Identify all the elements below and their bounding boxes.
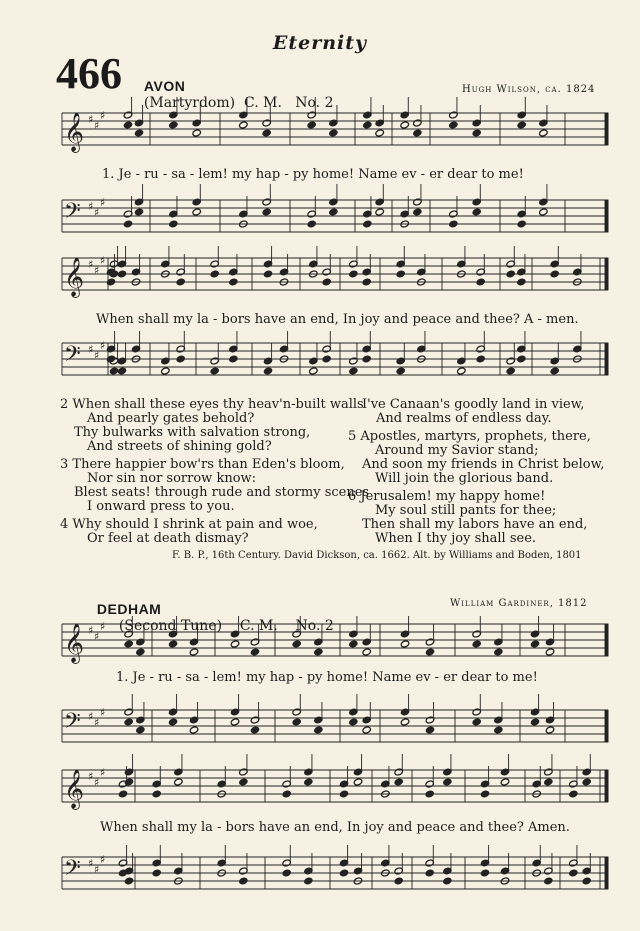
note-head (472, 129, 481, 137)
note-head (449, 121, 458, 129)
bass-clef-icon: 𝄢 (64, 709, 81, 739)
sharp-icon: ♯ (100, 706, 106, 719)
meter-info: (Second Tune) C. M. No. 2 (118, 618, 334, 634)
bass-clef-icon: 𝄢 (64, 199, 81, 229)
note-head (517, 121, 526, 129)
lyrics-line: 1. Je - ru - sa - lem! my hap - py home! Name ev - er dear to me! (102, 167, 524, 182)
section-title: Eternity (272, 32, 368, 54)
note-head (517, 278, 526, 286)
final-bar (605, 113, 608, 145)
note-head (189, 726, 198, 734)
final-bar (605, 624, 608, 656)
note-head (118, 790, 127, 798)
note-head (550, 270, 559, 278)
note-head (161, 367, 170, 375)
note-head (168, 718, 177, 726)
verse-line: And pearly gates behold? (87, 411, 255, 426)
meter-info: (Martyrdom) C. M. No. 2 (143, 95, 334, 111)
sharp-icon: ♯ (94, 630, 100, 643)
note-head (109, 367, 118, 375)
verse-5 (348, 430, 604, 486)
note-head (292, 640, 301, 648)
note-head (443, 778, 452, 786)
note-head (517, 220, 526, 228)
sharp-icon: ♯ (88, 710, 94, 723)
note-head (362, 648, 371, 656)
sharp-icon: ♯ (94, 119, 100, 132)
note-head (329, 129, 338, 137)
note-head (307, 121, 316, 129)
note-head (349, 640, 358, 648)
note-head (539, 129, 548, 137)
note-head (394, 877, 403, 885)
note-head (472, 718, 481, 726)
note-head (396, 270, 405, 278)
sharp-icon: ♯ (94, 206, 100, 219)
sharp-icon: ♯ (94, 776, 100, 789)
note-head (292, 718, 301, 726)
verse-line: When I thy joy shall see. (375, 531, 537, 546)
note-head (322, 355, 331, 363)
note-head (472, 640, 481, 648)
sharp-icon: ♯ (88, 200, 94, 213)
verse-line: And streets of shining gold? (87, 439, 272, 454)
note-head (413, 208, 422, 216)
sharp-icon: ♯ (88, 624, 94, 637)
sharp-icon: ♯ (88, 343, 94, 356)
sharp-icon: ♯ (100, 339, 106, 352)
sharp-icon: ♯ (94, 264, 100, 277)
note-head (123, 220, 132, 228)
verse-3 (60, 458, 369, 514)
final-bar (605, 857, 608, 889)
final-bar (605, 770, 608, 802)
note-head (396, 367, 405, 375)
verse-line: 2 When shall these eyes thy heav'n-built walls (60, 397, 364, 412)
note-head (229, 278, 238, 286)
verse-line: Then shall my labors have an end, (362, 517, 588, 532)
note-head (400, 640, 409, 648)
final-bar (605, 710, 608, 742)
tune-name: DEDHAM (96, 601, 162, 617)
note-head (124, 778, 133, 786)
sharp-icon: ♯ (88, 770, 94, 783)
note-head (353, 778, 362, 786)
note-head (582, 877, 591, 885)
note-head (506, 270, 515, 278)
note-head (117, 367, 126, 375)
note-head (569, 869, 578, 877)
note-head (517, 355, 526, 363)
note-head (176, 278, 185, 286)
note-head (425, 726, 434, 734)
note-head (500, 778, 509, 786)
verse-6 (348, 490, 587, 546)
note-head (152, 869, 161, 877)
verse-line: Will join the glorious band. (375, 471, 554, 486)
verse-line: 4 Why should I shrink at pain and woe, (60, 517, 318, 532)
sharp-icon: ♯ (100, 109, 106, 122)
note-head (425, 869, 434, 877)
verse-line: 5 Apostles, martyrs, prophets, there, (348, 429, 591, 444)
final-bar (605, 258, 608, 290)
note-head (309, 367, 318, 375)
sharp-icon: ♯ (100, 853, 106, 866)
composer: Hugh Wilson, ca. 1824 (462, 84, 596, 95)
note-head (304, 778, 313, 786)
treble-clef-icon: 𝄞 (64, 112, 85, 152)
note-head (363, 220, 372, 228)
note-head (168, 640, 177, 648)
note-head (530, 640, 539, 648)
note-head (449, 220, 458, 228)
note-head (545, 648, 554, 656)
note-head (472, 208, 481, 216)
tune-name: AVON (143, 78, 186, 94)
sharp-icon: ♯ (100, 196, 106, 209)
hymn-number: 466 (56, 49, 122, 98)
treble-clef-icon: 𝄞 (64, 257, 85, 297)
note-head (174, 778, 183, 786)
treble-clef-icon: 𝄞 (64, 769, 85, 809)
note-head (262, 208, 271, 216)
bass-clef-icon: 𝄢 (64, 856, 81, 886)
note-head (239, 121, 248, 129)
note-head (413, 129, 422, 137)
note-head (210, 270, 219, 278)
note-head (494, 648, 503, 656)
note-head (457, 367, 466, 375)
note-head (307, 220, 316, 228)
verse-line: I've Canaan's goodly land in view, (362, 397, 585, 412)
note-head (425, 648, 434, 656)
note-head (362, 726, 371, 734)
note-head (375, 208, 384, 216)
note-head (400, 121, 409, 129)
lyrics-line: 1. Je - ru - sa - lem! my hap - py home! Name ev - er dear to me! (116, 670, 538, 685)
bass-clef-icon: 𝄢 (64, 342, 81, 372)
note-head (375, 129, 384, 137)
note-head (176, 355, 185, 363)
final-bar (605, 200, 608, 232)
lyrics-line: When shall my la - bors have an end, In joy and peace and thee? Amen. (100, 820, 570, 835)
note-head (124, 640, 133, 648)
note-head (230, 718, 239, 726)
note-head (476, 355, 485, 363)
verse-line: Around my Savior stand; (375, 443, 539, 458)
note-head (400, 718, 409, 726)
sharp-icon: ♯ (88, 113, 94, 126)
note-head (349, 718, 358, 726)
sharp-icon: ♯ (100, 766, 106, 779)
note-head (169, 220, 178, 228)
note-head (262, 129, 271, 137)
note-head (349, 367, 358, 375)
note-head (530, 718, 539, 726)
verse-4 (60, 518, 318, 546)
note-head (550, 367, 559, 375)
note-head (136, 648, 145, 656)
note-head (229, 355, 238, 363)
note-head (250, 726, 259, 734)
note-head (339, 869, 348, 877)
note-head (230, 640, 239, 648)
note-head (304, 877, 313, 885)
note-head (494, 726, 503, 734)
note-head (152, 790, 161, 798)
verse-line: Nor sin nor sorrow know: (87, 471, 257, 486)
note-head (349, 270, 358, 278)
credits: F. B. P., 16th Century. David Dickson, ca. 1662. Alt. by Williams and Boden, 1801 (172, 550, 582, 561)
note-head (363, 121, 372, 129)
sharp-icon: ♯ (100, 620, 106, 633)
note-head (250, 648, 259, 656)
composer: William Gardiner, 1812 (450, 598, 588, 609)
verse-line: And realms of endless day. (376, 411, 552, 426)
note-head (544, 778, 553, 786)
note-head (582, 778, 591, 786)
note-head (124, 718, 133, 726)
note-head (506, 367, 515, 375)
verse-line: 3 There happier bow'rs than Eden's bloom, (60, 457, 345, 472)
note-head (134, 129, 143, 137)
sharp-icon: ♯ (94, 349, 100, 362)
verse-2 (60, 398, 364, 454)
note-head (123, 121, 132, 129)
tune-header-2 (88, 585, 334, 634)
sharp-icon: ♯ (88, 857, 94, 870)
note-head (263, 367, 272, 375)
note-head (362, 355, 371, 363)
verse-line: I onward press to you. (87, 499, 235, 514)
verse-line: And soon my friends in Christ below, (362, 457, 605, 472)
lyrics-line: When shall my la - bors have an end, In joy and peace and thee? A - men. (96, 312, 579, 327)
verse-line: Blest seats! through rude and stormy scenes (74, 485, 370, 500)
note-head (339, 790, 348, 798)
note-head (394, 778, 403, 786)
note-head (117, 270, 126, 278)
verse-line: Thy bulwarks with salvation strong, (74, 425, 311, 440)
note-head (134, 208, 143, 216)
verse-line: My soul still pants for thee; (375, 503, 557, 518)
note-head (210, 367, 219, 375)
note-head (239, 877, 248, 885)
note-head (192, 208, 201, 216)
sharp-icon: ♯ (88, 258, 94, 271)
note-head (476, 278, 485, 286)
note-head (239, 778, 248, 786)
note-head (569, 790, 578, 798)
verse-4-continued (362, 398, 584, 426)
note-head (314, 726, 323, 734)
note-head (314, 648, 323, 656)
note-head (544, 877, 553, 885)
verse-line: Or feel at death dismay? (87, 531, 249, 546)
sharp-icon: ♯ (94, 716, 100, 729)
note-head (282, 790, 291, 798)
note-head (329, 208, 338, 216)
note-head (263, 270, 272, 278)
verse-line: 6 Jerusalem! my happy home! (348, 489, 546, 504)
sharp-icon: ♯ (94, 863, 100, 876)
treble-clef-icon: 𝄞 (64, 623, 85, 663)
sharp-icon: ♯ (100, 254, 106, 267)
note-head (124, 877, 133, 885)
note-head (322, 278, 331, 286)
final-bar (605, 343, 608, 375)
note-head (480, 790, 489, 798)
note-head (136, 726, 145, 734)
note-head (189, 648, 198, 656)
note-head (282, 869, 291, 877)
note-head (539, 208, 548, 216)
note-head (545, 726, 554, 734)
note-head (192, 129, 201, 137)
note-head (425, 790, 434, 798)
note-head (169, 121, 178, 129)
note-head (443, 877, 452, 885)
note-head (480, 869, 489, 877)
note-head (362, 278, 371, 286)
